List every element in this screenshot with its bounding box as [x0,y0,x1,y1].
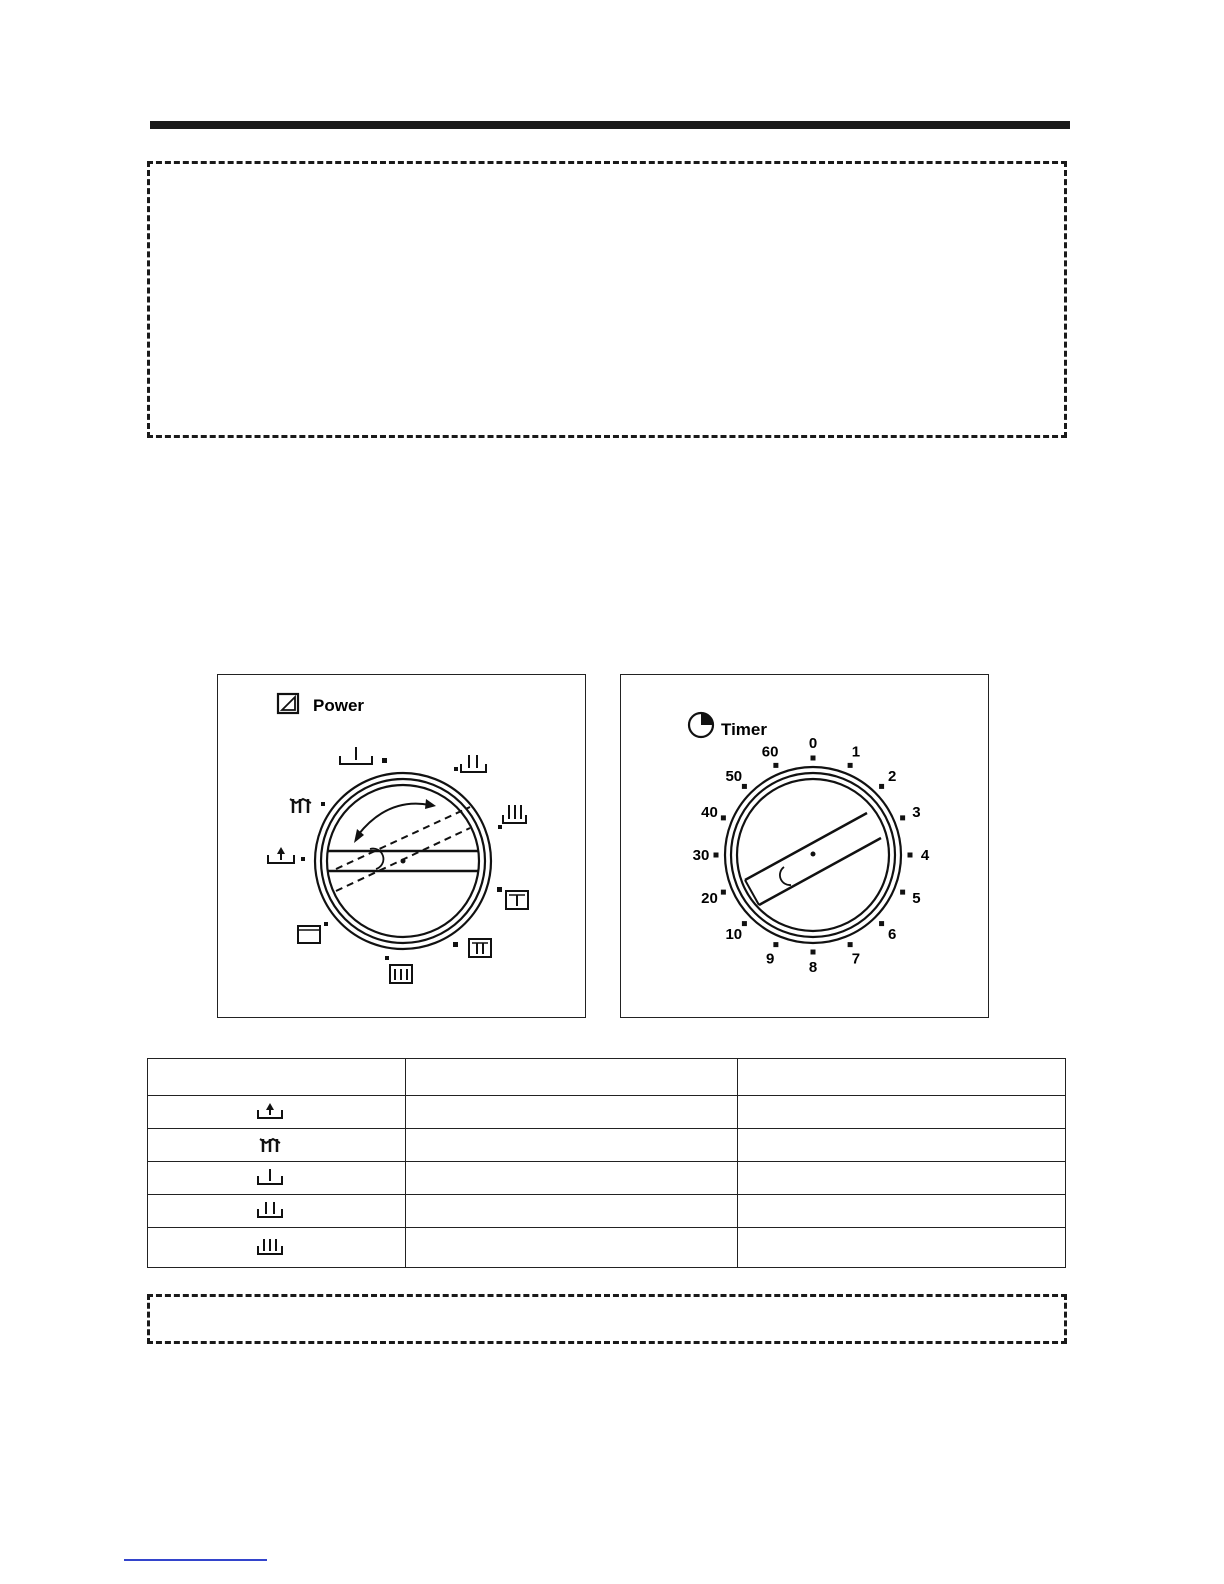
table-cell [406,1096,738,1129]
table-cell [406,1129,738,1162]
timer-tick-label: 7 [851,950,861,968]
timer-icon [689,713,713,737]
timer-tick-label: 30 [692,847,710,864]
high-icon [498,805,526,829]
low-icon [255,1167,285,1189]
power-dial-panel [217,674,586,1018]
timer-tick-label: 50 [725,767,743,785]
timer-knob[interactable] [745,813,881,905]
timer-tick-label: 3 [912,804,921,822]
power-icon [278,694,298,713]
table-cell [406,1195,738,1228]
grill-icon [497,887,528,909]
table-cell [738,1096,1066,1129]
table-cell-icon [148,1096,406,1129]
timer-tick-mark [908,853,913,858]
timer-dial-panel [620,674,989,1018]
timer-tick-label: 5 [912,889,921,907]
timer-tick-mark [742,784,747,789]
table-row [148,1162,1066,1195]
timer-tick-label: 10 [725,926,743,944]
power-dial-figure [218,675,587,1019]
timer-tick-mark [811,756,816,761]
power-label: Power [313,696,365,715]
defrost-icon [268,847,305,863]
timer-tick-mark [900,890,905,895]
note-box [147,161,1067,438]
table-cell-icon [148,1228,406,1268]
table-header-cell [406,1059,738,1096]
table-cell [738,1228,1066,1268]
table-cell [738,1129,1066,1162]
timer-label: Timer [721,720,767,739]
timer-tick-mark [848,942,853,947]
medium-icon [255,1200,285,1222]
oven-icon [298,922,328,943]
timer-tick-mark [714,853,719,858]
timer-tick-mark [879,784,884,789]
timer-tick-label: 60 [761,743,779,761]
defrost-icon [255,1101,285,1123]
power-settings [268,747,528,983]
timer-tick-mark [773,763,778,768]
timer-tick-label: 0 [808,735,818,752]
footer-link-underline[interactable] [124,1559,267,1561]
timer-tick-label: 2 [888,767,897,785]
table-cell-icon [148,1129,406,1162]
table-row [148,1195,1066,1228]
timer-tick-label: 6 [888,926,897,944]
mode-table [147,1058,1066,1268]
table-row [148,1129,1066,1162]
timer-tick-mark [848,763,853,768]
table-header-cell [148,1059,406,1096]
timer-tick-label: 40 [701,804,718,822]
timer-dial-figure [621,675,990,1019]
table-header-cell [738,1059,1066,1096]
note-box-bottom [147,1294,1067,1344]
table-row [148,1096,1066,1129]
table-cell [738,1195,1066,1228]
timer-tick-label: 9 [765,950,775,968]
timer-tick-mark [742,921,747,926]
medium-icon [454,755,486,772]
timer-tick-mark [773,942,778,947]
combi-grill-icon [453,939,491,957]
low-icon [340,747,387,764]
timer-tick-mark [721,815,726,820]
table-row [148,1228,1066,1268]
combi-heat-icon [385,956,412,983]
combination-icon [255,1134,285,1156]
table-cell-icon [148,1162,406,1195]
table-cell [406,1228,738,1268]
high-icon [255,1237,285,1259]
table-cell-icon [148,1195,406,1228]
timer-tick-label: 4 [920,847,930,864]
timer-tick-label: 1 [851,743,861,761]
timer-tick-label: 20 [701,889,718,907]
timer-tick-mark [900,815,905,820]
timer-tick-mark [879,921,884,926]
timer-tick-mark [721,890,726,895]
table-cell [406,1162,738,1195]
table-cell [738,1162,1066,1195]
combination-icon [290,799,325,813]
top-rule [150,121,1070,129]
table-header-row [148,1059,1066,1096]
timer-tick-label: 8 [808,959,818,976]
power-knob[interactable] [328,799,478,891]
timer-tick-mark [811,950,816,955]
